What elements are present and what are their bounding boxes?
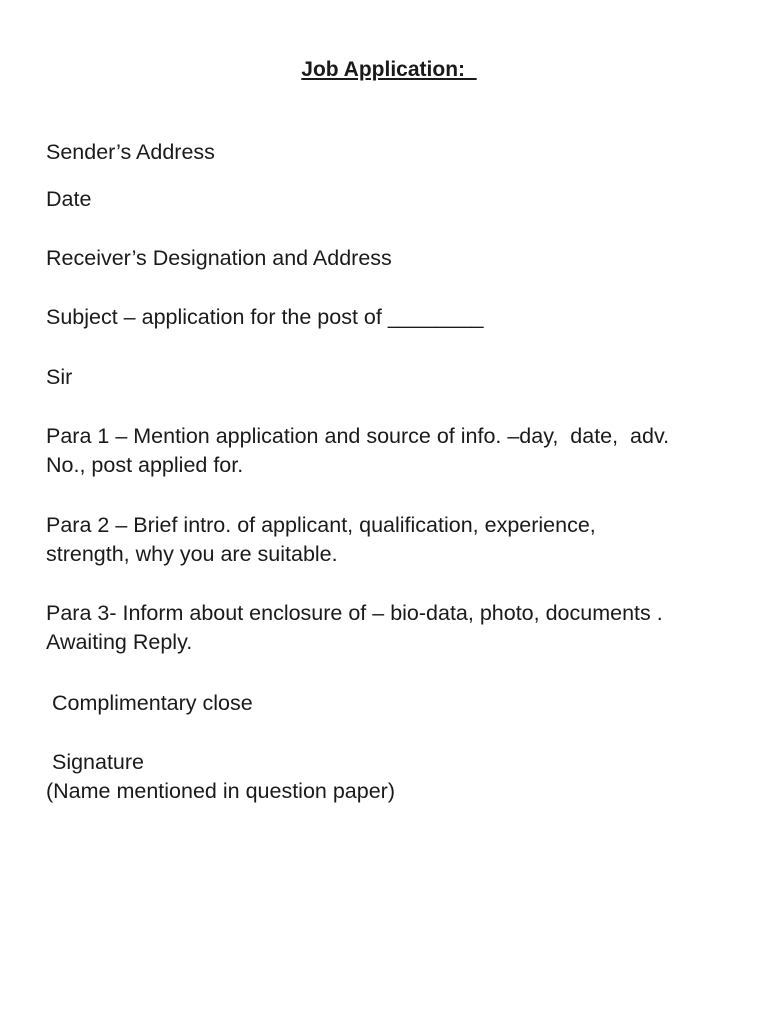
receiver-line: Receiver’s Designation and Address (46, 246, 392, 270)
para2-line2: strength, why you are suitable. (46, 542, 338, 566)
signature-line: Signature (46, 750, 145, 774)
subject-line: Subject – application for the post of ________ (46, 305, 484, 329)
para3-line1: Para 3- Inform about enclosure of – bio-data, photo, documents . (46, 601, 663, 625)
para1-line2: No., post applied for. (46, 453, 244, 477)
document-title: Job Application: (301, 58, 477, 81)
salutation: Sir (46, 365, 73, 389)
name-note: (Name mentioned in question paper) (46, 779, 395, 803)
para1-line1: Para 1 – Mention application and source of info. –day, date, adv. (46, 424, 670, 448)
date-line: Date (46, 187, 92, 211)
senders-address: Sender’s Address (46, 140, 215, 164)
complimentary-close: Complimentary close (46, 691, 253, 715)
para3-line2: Awaiting Reply. (46, 630, 193, 654)
para2-line1: Para 2 – Brief intro. of applicant, qualification, experience, (46, 513, 596, 537)
